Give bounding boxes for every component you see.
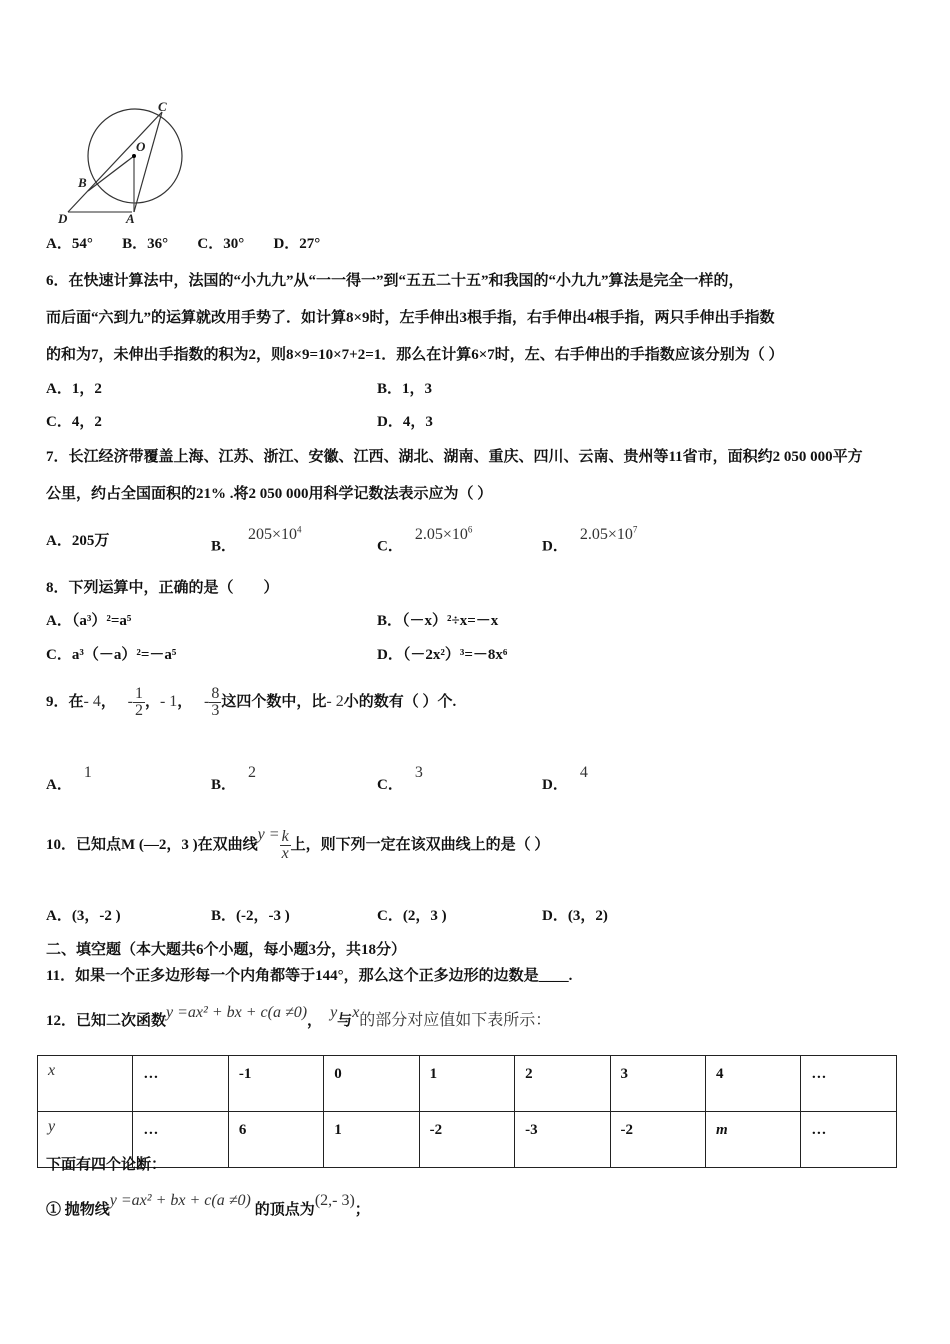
fraction-one-half: $\frac{1}{2}$: [134, 685, 143, 720]
table-row-x: x … -1 0 1 2 3 4 …: [38, 1056, 897, 1112]
option-c: C．30°: [197, 236, 245, 252]
q12-stem: 12．已知二次函数y =ax² + bx + c(a ≠0)， y与x的部分对应值如下表所示：: [46, 1004, 552, 1029]
q6-line-1: 6．在快速计算法中，法国的“小九九”从“一一得一”到“五五二十五”和我国的“小九九”算法是完全一样的，: [46, 273, 744, 289]
circle-geometry-figure: [50, 95, 190, 225]
quadratic-formula: y =ax² + bx + c(a ≠0): [166, 1004, 308, 1021]
q7-option-a: A．205万: [46, 533, 110, 549]
q6-line-2: 而后面“六到九”的运算就改用手势了．如计算8×9时，左手伸出3根手指，右手伸出4根手指，两只手伸出手指数: [46, 310, 775, 326]
q8-option-b: B．（－x）²÷x=－x: [377, 613, 499, 629]
option-b: B．36°: [122, 236, 169, 252]
q7-line-2: 公里，约占全国面积的21% .将2 050 000用科学记数法表示应为（ ）: [46, 486, 493, 502]
q10-option-d: D．(3，2): [542, 908, 608, 924]
claim-1: ① 抛物线y =ax² + bx + c(a ≠0)的顶点为(2,- 3)；: [46, 1192, 370, 1218]
q9-option-d: D．4: [542, 764, 588, 793]
q10-stem: 10．已知点M (—2，3 )在双曲线y = $\frac{k}{x}$ 上，则下列一定在该双曲线上的是（ ）: [46, 826, 550, 863]
q9-option-c: C．3: [377, 764, 423, 793]
q9-stem: 9．在- 4， - $\frac{1}{2}$ ，- 1， - $\frac{8}{3}$ 这四个数中，比- 2小的数有（ ）个.: [46, 685, 457, 720]
claims-intro: 下面有四个论断：: [46, 1157, 167, 1173]
value-table: [37, 1055, 897, 1168]
q6-line-3: 的和为7，未伸出手指数的积为2，则8×9=10×7+2=1．那么在计算6×7时，左、右手伸出的手指数应该分别为（ ）: [46, 347, 784, 363]
label-c: C: [158, 99, 167, 114]
q8-option-c: C．a³（－a）²=－a⁵: [46, 647, 177, 663]
q6-option-c: C．4，2: [46, 414, 102, 430]
section-heading: 二、填空题（本大题共6个小题，每小题3分，共18分）: [46, 942, 407, 958]
q8-stem: 8．下列运算中，正确的是（ ）: [46, 580, 279, 596]
option-d: D．27°: [273, 236, 321, 252]
q8-option-d: D．（－2x²）³=－8x⁶: [377, 647, 508, 663]
label-d: D: [58, 211, 68, 225]
q10-option-b: B．(-2，-3 ): [211, 908, 290, 924]
q7-option-b: B．$205\times 10^4$: [211, 525, 302, 555]
q7-option-d: D．$2.05\times 10^7$: [542, 525, 638, 555]
option-a: A．54°: [46, 236, 93, 252]
q6-option-b: B．1，3: [377, 381, 433, 397]
fraction-k-over-x: $\frac{k}{x}$: [281, 828, 289, 863]
label-a: A: [126, 211, 135, 225]
q11-stem: 11．如果一个正多边形每一个内角都等于144°，那么这个正多边形的边数是____.: [46, 968, 573, 984]
fraction-eight-thirds: $\frac{8}{3}$: [211, 685, 220, 720]
q10-option-c: C．(2，3 ): [377, 908, 447, 924]
q8-option-a: A．（a³）²=a⁵: [46, 613, 132, 629]
q5-options: [46, 234, 320, 254]
q10-option-a: A．(3，-2 ): [46, 908, 121, 924]
q7-option-c: C．$2.05\times 10^6$: [377, 525, 473, 555]
q9-option-a: A．1: [46, 764, 92, 793]
q6-option-d: D．4，3: [377, 414, 433, 430]
q6-option-a: A．1，2: [46, 381, 102, 397]
label-o: O: [136, 139, 146, 154]
table-row-y: y … 6 1 -2 -3 -2 m …: [38, 1112, 897, 1168]
q7-line-1: 7．长江经济带覆盖上海、江苏、浙江、安徽、江西、湖北、湖南、重庆、四川、云南、贵州等11省市，面积约2 050 000平方: [46, 449, 863, 465]
q9-option-b: B．2: [211, 764, 257, 793]
label-b: B: [78, 175, 87, 190]
